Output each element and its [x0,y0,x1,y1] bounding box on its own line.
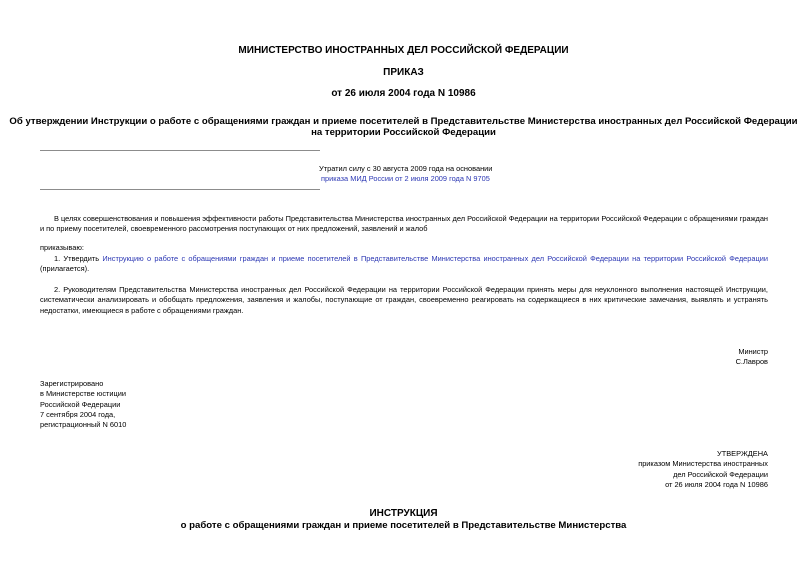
divider-top [40,150,320,151]
approval-line-2: приказом Министерства иностранных [638,459,768,469]
order-word: приказываю: [40,243,84,252]
instruction-link[interactable]: Инструкцию о работе с обращениями граждан и приеме посетителей в Представительстве Министерства иностранных дел Российской Федерации на территории Российской Федерации [102,254,768,263]
ministry-heading: МИНИСТЕРСТВО ИНОСТРАННЫХ ДЕЛ РОССИЙСКОЙ ФЕДЕРАЦИИ [238,45,569,56]
approval-line-1: УТВЕРЖДЕНА [717,449,768,458]
signature-position: Министр [738,347,768,356]
instruction-title: ИНСТРУКЦИЯ [369,508,438,519]
item-1-paragraph [40,254,768,275]
registration-block [40,379,240,430]
doc-type-heading: ПРИКАЗ [383,67,424,78]
doc-title-line-1: Об утверждении Инструкции о работе с обращениями граждан и приеме посетителей в Представительстве Министерства иностранных дел Российской Федерации [9,116,798,127]
registration-line-2: в Министерстве юстиции [40,389,127,399]
registration-line-5: регистрационный N 6010 [40,420,127,430]
item-1-suffix: (прилагается). [40,264,90,274]
instruction-subtitle: о работе с обращениями граждан и приеме посетителей в Представительстве Министерства [180,520,627,531]
doc-title-line-2: на территории Российской Федерации [311,127,496,138]
signature-name: С.Лавров [735,357,768,366]
registration-line-3: Российской Федерации [40,399,121,409]
item-1-prefix: 1. Утвердить [54,254,100,263]
doc-date-number: от 26 июля 2004 года N 10986 [331,88,476,99]
approval-line-3: дел Российской Федерации [673,469,768,479]
item-2-paragraph: 2. Руководителям Представительства Министерства иностранных дел Российской Федерации на территории Российской Федерации принять меры для неуклонного выполнения настоящей Инструкции, систематически анализировать и обобщать предложения, заявления и жалобы, поступающие от граждан, своевременно реагировать на содержащиеся в них критические замечания, выявлять и устранять недостатки, имеющиеся в работе с обращениями граждан. [40,285,768,315]
divider-bottom [40,189,320,190]
approval-line-4: от 26 июля 2004 года N 10986 [665,479,768,489]
preamble-paragraph: В целях совершенствования и повышения эффективности работы Представительства Министерства иностранных дел Российской Федерации на территории Российской Федерации с обращениями граждан и по приему посетителей, своевременного рассмотрения поступающих от них предложений, заявлений и жалоб [40,214,769,234]
registration-line-4: 7 сентября 2004 года, [40,409,116,419]
registration-line-1: Зарегистрировано [40,379,104,388]
approval-block [520,449,768,490]
repeal-order-link[interactable]: приказа МИД России от 2 июля 2009 года N 9705 [321,174,490,183]
status-note: Утратил силу с 30 августа 2009 года на основании [319,164,493,173]
